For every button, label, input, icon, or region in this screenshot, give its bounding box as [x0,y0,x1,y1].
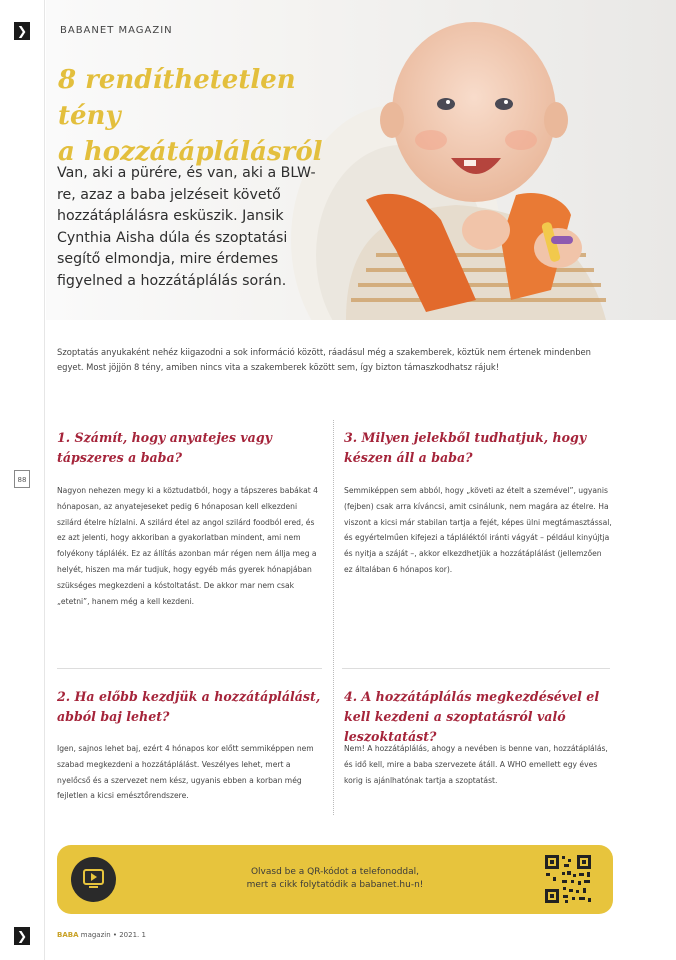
smartphone-play-icon [71,857,116,902]
qr-instruction [207,866,463,892]
article-intro: Szoptatás anyukaként nehéz kiigazodni a sok információ között, ráadásul még a szakemberek, köztük nem értenek mindenben egyet. Most jöjjön 8 tény, amiben nincs vita a szakemberek között sem, így bizton támaszkodhatsz rájuk! [57,347,591,372]
article-lead: Van, aki a pürére, és van, aki a BLW-re, azaz a baba jelzéseit követő hozzátáplálásra esküszik. Jansik Cynthia Aisha dúla és szoptatási segítő elmondja, mire érdemes figyelned a hozzátáplálás során. [57,165,316,289]
title-line-2: a hozzátáplálásról [58,137,323,167]
qr-banner [57,845,613,914]
section-title: 1. Számít, hogy anyatejes vagy tápszeres a baba? [57,430,272,465]
left-page-strip [0,0,45,960]
bottom-nav-button[interactable]: ❯ [14,927,30,945]
page-marker: 88 [14,470,30,488]
section-title: 3. Milyen jelekből tudhatjuk, hogy készen áll a baba? [344,430,587,465]
section-body: Semmiképpen sem abból, hogy „követi az ételt a szemével”, ugyanis (fejben) csak arra kíváncsi, amit csinálunk, nem magára az ételre. Ha viszont a kicsi már stabilan tartja a fejét, képes ülni megtámasztással, és egyértelműen kifejezi a tápláléktól iránti vágyát – például kinyújtja és nyitja a száját –, akkor elkezdhetjük a hozzátáplálást (jellemzően ez általában 6 hónapos kor). [344,486,612,574]
title-line-1: 8 rendíthetetlen tény [58,65,296,131]
qr-text-line-2: mert a cikk folytatódik a babanet.hu-n! [246,880,424,890]
row-divider-left [57,668,322,669]
row-divider-right [342,668,610,669]
qr-code-icon[interactable] [543,853,593,905]
magazine-kicker: BABANET MAGAZIN [60,25,173,36]
next-page-button[interactable]: ❯ [14,22,30,40]
page-footer [57,931,146,939]
footer-text: magazin • 2021. 1 [80,931,146,939]
section-title: 4. A hozzátáplálás megkezdésével el kell kezdeni a szoptatásról való leszoktatást? [344,689,600,744]
section-body: Igen, sajnos lehet baj, ezért 4 hónapos kor előtt semmiképpen nem szabad megkezdeni a hozzátáplálást. Veszélyes lehet, mert a nyelőcső és a szervezet nem kész, ugyanis ebben a korban még fejletlen a kicsi emésztőrendszere. [57,744,314,801]
section-title: 2. Ha előbb kezdjük a hozzátáplálást, abból baj lehet? [57,689,321,724]
footer-brand: BABA [57,931,79,939]
article-title [58,62,338,170]
qr-text-line-1: Olvasd be a QR-kódot a telefonoddal, [250,867,420,877]
column-divider [333,420,334,815]
section-body: Nem! A hozzátáplálás, ahogy a nevében is benne van, hozzátáplálás, és idő kell, mire a baba szervezete átáll. A WHO emellett egy éves korig is ajánlhatónak tartja a szoptatást. [344,744,608,785]
section-body: Nagyon nehezen megy ki a köztudatból, hogy a tápszeres babákat 4 hónaposan, az anyatejeseket pedig 6 hónaposan kell elkezdeni szilárd ételre hízlalni. A szilárd étel az angol szilárd foodból ered, és ez azt jelenti, hogy akkoriban a gyakorlatban mindent, ami nem folyékony táplálék. Ez az állítás azonban már régen nem állja meg a helyét, hiszen ma már tudjuk, hogy egyéb más gyerek hónapjában szükséges megkezdeni a kóstoltatást. De akkor mar nem csak „etetni”, hanem még a kell kezdeni. [57,486,318,606]
